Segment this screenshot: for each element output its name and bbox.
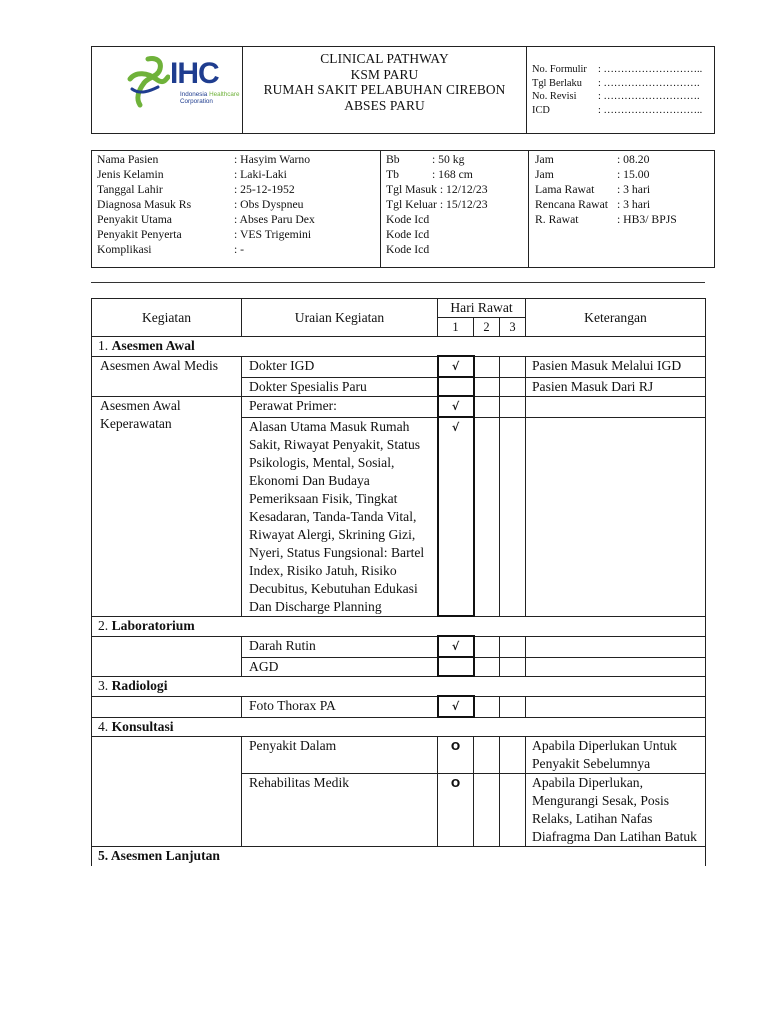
uraian-penyakit-dalam: Penyakit Dalam — [242, 737, 438, 774]
day-cell — [500, 377, 526, 396]
keterangan-cell — [526, 696, 706, 717]
logo-subtitle-line1: Indonesia Healthcare — [180, 91, 240, 98]
uraian-dokter-igd: Dokter IGD — [242, 356, 438, 377]
day-cell — [474, 657, 500, 676]
kegiatan-asesmen-awal-medis: Asesmen Awal Medis — [92, 356, 242, 396]
header-uraian-kegiatan: Uraian Kegiatan — [242, 299, 438, 337]
keterangan-cell: Pasien Masuk Dari RJ — [526, 377, 706, 396]
section-title: 5. Asesmen Lanjutan — [98, 848, 220, 863]
info-row-bb: Bb : 50 kg — [386, 153, 465, 166]
info-row-ruang-rawat: R. Rawat : HB3/ BPJS — [535, 213, 677, 226]
optional-mark: O — [438, 737, 474, 774]
header-kegiatan: Kegiatan — [92, 299, 242, 337]
optional-mark: O — [438, 774, 474, 847]
table-row — [92, 636, 706, 657]
info-row-jam-masuk: Jam : 08.20 — [535, 153, 650, 166]
day-cell — [438, 657, 474, 676]
section-title: Asesmen Awal — [111, 338, 195, 353]
document-header — [91, 46, 715, 134]
uraian-alasan-masuk: Alasan Utama Masuk Rumah Sakit, Riwayat Penyakit, Status Psikologis, Mental, Sosial, Ekonomi Dan Budaya Pemeriksaan Fisik, Tingkat Kesadaran, Tanda-Tanda Vital, Riwayat Alergi, Skrining Gizi, Nyeri, Status Fungsional: Bartel Index, Risiko Jatuh, Risiko Decubitus, Kebutuhan Edukasi Dan Discharge Planning — [242, 417, 438, 616]
meta-icd: ICD : ……………………….. — [532, 104, 703, 116]
day-cell — [474, 696, 500, 717]
meta-tgl-berlaku: Tgl Berlaku : ………………………. — [532, 77, 700, 89]
keterangan-cell — [526, 636, 706, 657]
section-row-konsultasi: 4. Konsultasi — [92, 717, 706, 737]
day-cell — [500, 356, 526, 377]
table-row — [92, 696, 706, 717]
title-line-1: CLINICAL PATHWAY — [320, 51, 449, 66]
day-cell — [500, 636, 526, 657]
day-cell — [474, 377, 500, 396]
day-cell — [474, 396, 500, 417]
info-row-tgl-keluar: Tgl Keluar : 15/12/23 — [386, 198, 488, 211]
title-line-3: RUMAH SAKIT PELABUHAN CIREBON — [263, 82, 506, 97]
day-cell — [500, 737, 526, 774]
section-row-asesmen-awal: 1. Asesmen Awal — [92, 337, 706, 357]
info-row-jenis-kelamin: Jenis Kelamin : Laki-Laki — [97, 168, 287, 181]
keterangan-cell — [526, 417, 706, 616]
form-metadata — [527, 47, 714, 133]
keterangan-cell: Apabila Diperlukan, Mengurangi Sesak, Posis Relaks, Latihan Nafas Diafragma Dan Latihan Batuk — [526, 774, 706, 847]
info-row-kode-icd: Kode Icd — [386, 228, 430, 241]
section-title: Radiologi — [111, 678, 168, 693]
kegiatan-asesmen-awal-keperawatan: Asesmen Awal Keperawatan — [92, 396, 242, 616]
header-hari-rawat: Hari Rawat — [438, 299, 526, 318]
info-row-jam-keluar: Jam : 15.00 — [535, 168, 650, 181]
info-row-komplikasi: Komplikasi : - — [97, 243, 245, 256]
keterangan-cell — [526, 657, 706, 676]
header-day-2: 2 — [474, 318, 500, 337]
info-row-tanggal-lahir: Tanggal Lahir : 25-12-1952 — [97, 183, 295, 196]
meta-no-revisi: No. Revisi : ………………………. — [532, 91, 700, 103]
day-cell — [474, 356, 500, 377]
patient-stay-column — [529, 151, 714, 267]
day-cell — [438, 377, 474, 396]
info-row-rencana-rawat: Rencana Rawat : 3 hari — [535, 198, 651, 211]
info-row-lama-rawat: Lama Rawat : 3 hari — [535, 183, 651, 196]
day-cell — [474, 774, 500, 847]
uraian-perawat-primer: Perawat Primer: — [242, 396, 438, 417]
uraian-dokter-spesialis-paru: Dokter Spesialis Paru — [242, 377, 438, 396]
section-row-asesmen-lanjutan — [92, 847, 706, 866]
uraian-foto-thorax: Foto Thorax PA — [242, 696, 438, 717]
day-cell — [500, 657, 526, 676]
title-line-4: ABSES PARU — [344, 97, 425, 113]
title-line-2: KSM PARU — [350, 66, 419, 82]
patient-admission-column — [381, 151, 529, 267]
ihc-logo — [92, 47, 243, 133]
header-day-1: 1 — [438, 318, 474, 337]
ihc-cross-logo-icon — [126, 55, 170, 111]
check-mark: √ — [438, 696, 474, 717]
patient-identity-column — [92, 151, 381, 267]
document-title — [243, 47, 527, 133]
day-cell — [500, 417, 526, 616]
table-row — [92, 356, 706, 377]
keterangan-cell: Pasien Masuk Melalui IGD — [526, 356, 706, 377]
info-row-tb: Tb : 168 cm — [386, 168, 473, 181]
kegiatan-cell — [92, 696, 242, 717]
header-keterangan: Keterangan — [526, 299, 706, 337]
uraian-agd: AGD — [242, 657, 438, 676]
info-row-penyakit-penyerta: Penyakit Penyerta : VES Trigemini — [97, 228, 312, 241]
day-cell — [500, 774, 526, 847]
patient-info-box — [91, 150, 715, 268]
day-cell — [500, 396, 526, 417]
horizontal-divider — [91, 282, 705, 283]
check-mark: √ — [438, 356, 474, 377]
info-row-penyakit-utama: Penyakit Utama : Abses Paru Dex — [97, 213, 315, 226]
table-row — [92, 737, 706, 774]
logo-subtitle-line2: Corporation — [180, 98, 213, 105]
section-row-radiologi: 3. Radiologi — [92, 676, 706, 696]
info-row-nama: Nama Pasien : Hasyim Warno — [97, 153, 311, 166]
check-mark: √ — [438, 636, 474, 657]
table-row — [92, 396, 706, 417]
logo-brand-text: IHC — [170, 57, 219, 90]
info-row-kode-icd: Kode Icd — [386, 213, 430, 226]
header-day-3: 3 — [500, 318, 526, 337]
keterangan-cell: Apabila Diperlukan Untuk Penyakit Sebelumnya — [526, 737, 706, 774]
section-title: Laboratorium — [111, 618, 195, 633]
info-row-kode-icd: Kode Icd — [386, 243, 430, 256]
kegiatan-cell — [92, 737, 242, 847]
uraian-rehabilitas-medik: Rehabilitas Medik — [242, 774, 438, 847]
uraian-darah-rutin: Darah Rutin — [242, 636, 438, 657]
section-title: Konsultasi — [111, 719, 174, 734]
table-header-row — [92, 299, 706, 318]
meta-no-formulir: No. Formulir : ……………………….. — [532, 64, 703, 75]
check-mark: √ — [438, 396, 474, 417]
kegiatan-cell — [92, 636, 242, 676]
info-row-tgl-masuk: Tgl Masuk : 12/12/23 — [386, 183, 488, 196]
day-cell — [500, 696, 526, 717]
day-cell — [474, 737, 500, 774]
clinical-pathway-table — [91, 298, 705, 866]
day-cell — [474, 417, 500, 616]
check-mark: √ — [438, 417, 474, 616]
day-cell — [474, 636, 500, 657]
section-row-laboratorium: 2. Laboratorium — [92, 616, 706, 636]
keterangan-cell — [526, 396, 706, 417]
info-row-diagnosa: Diagnosa Masuk Rs : Obs Dyspneu — [97, 198, 304, 211]
